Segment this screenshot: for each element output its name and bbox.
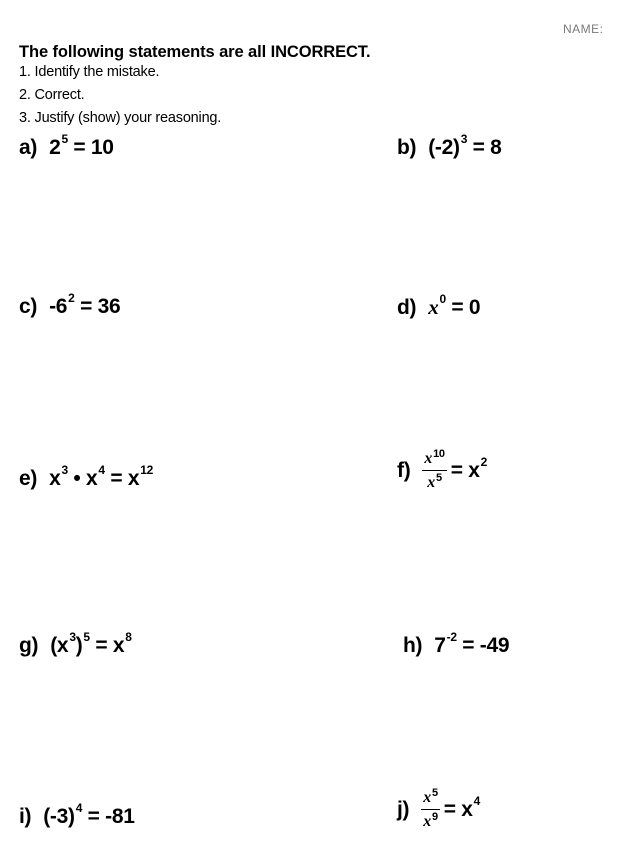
instruction-step-3: 3. Justify (show) your reasoning.: [19, 110, 222, 126]
fraction-numerator: [422, 448, 446, 467]
expression-rhs: = 10: [73, 136, 114, 159]
expression-rhs: = -49: [462, 634, 510, 657]
result-base: x: [461, 798, 473, 821]
denominator-base: x: [427, 474, 435, 491]
numerator-exponent: 5: [431, 787, 438, 799]
problem-label: i): [19, 805, 32, 828]
problem-label: e): [19, 467, 38, 490]
expression-rhs: = -81: [87, 805, 135, 828]
outer-exponent: 5: [83, 630, 90, 644]
result-base: x: [468, 459, 480, 482]
denominator-exponent: 5: [436, 472, 442, 484]
denominator-base: x: [423, 813, 431, 830]
problem-d: [397, 291, 481, 320]
inner-base: (x: [50, 634, 69, 657]
equals-sign: =: [450, 459, 463, 482]
expression-base: 7: [434, 634, 446, 657]
fraction-denominator: [421, 811, 440, 830]
problem-label: j): [397, 798, 410, 821]
problem-label: a): [19, 136, 38, 159]
result-exponent: 12: [140, 463, 153, 477]
expression-rhs: = 8: [472, 136, 502, 159]
expression-rhs: = 0: [451, 295, 481, 319]
expression-exponent: 3: [460, 132, 468, 146]
expression-base: (-3): [43, 805, 75, 828]
close-paren: ): [75, 634, 83, 657]
equals-sign: =: [110, 467, 123, 490]
problem-label: b): [397, 136, 417, 159]
expression-exponent: 2: [68, 291, 75, 305]
expression-exponent: 5: [61, 132, 68, 146]
expression-exponent: 0: [439, 291, 446, 306]
result-exponent: 8: [125, 630, 132, 644]
denominator-exponent: 9: [431, 811, 438, 823]
fraction-numerator: [421, 787, 440, 806]
instruction-step-2: 2. Correct.: [19, 87, 85, 103]
term-2-base: x: [86, 467, 98, 490]
problem-j: [397, 787, 481, 830]
expression-exponent: 4: [75, 801, 83, 815]
fraction-bar: [421, 809, 440, 810]
numerator-exponent: 10: [433, 448, 445, 460]
problem-label: g): [19, 634, 39, 657]
problem-label: f): [397, 459, 411, 482]
problem-a: [19, 132, 114, 160]
problem-b: [397, 132, 502, 160]
fraction: [422, 448, 446, 491]
problem-c: [19, 291, 121, 319]
expression-base: -6: [49, 295, 68, 318]
problem-e: [19, 463, 153, 491]
expression-exponent: -2: [446, 630, 457, 644]
inner-exponent: 3: [69, 630, 76, 644]
result-base: x: [112, 634, 125, 657]
problem-i: [19, 801, 135, 829]
fraction-denominator: [425, 472, 444, 491]
equals-sign: =: [95, 634, 108, 657]
problem-label: d): [397, 295, 417, 319]
expression-base: 2: [49, 136, 61, 159]
problem-h: [403, 630, 510, 658]
term-2-exponent: 4: [98, 463, 105, 477]
problem-g: [19, 630, 132, 658]
expression-base: (-2): [428, 136, 460, 159]
equals-sign: =: [443, 798, 456, 821]
instruction-step-1: 1. Identify the mistake.: [19, 64, 160, 80]
term-1-exponent: 3: [61, 463, 68, 477]
expression-rhs: = 36: [80, 295, 121, 318]
numerator-base: x: [423, 789, 431, 806]
problem-label: c): [19, 295, 38, 318]
result-exponent: 2: [480, 455, 488, 469]
instructions-title: The following statements are all INCORRECT.: [19, 43, 371, 61]
term-1-base: x: [49, 467, 61, 490]
problem-f: [397, 448, 488, 491]
fraction-bar: [422, 470, 446, 471]
result-base: x: [127, 467, 140, 490]
problem-label: h): [403, 634, 423, 657]
name-label: NAME:: [563, 22, 604, 36]
multiply-dot: •: [73, 467, 81, 490]
fraction: [421, 787, 440, 830]
result-exponent: 4: [473, 794, 481, 808]
numerator-base: x: [424, 450, 433, 467]
expression-base: x: [428, 295, 439, 319]
